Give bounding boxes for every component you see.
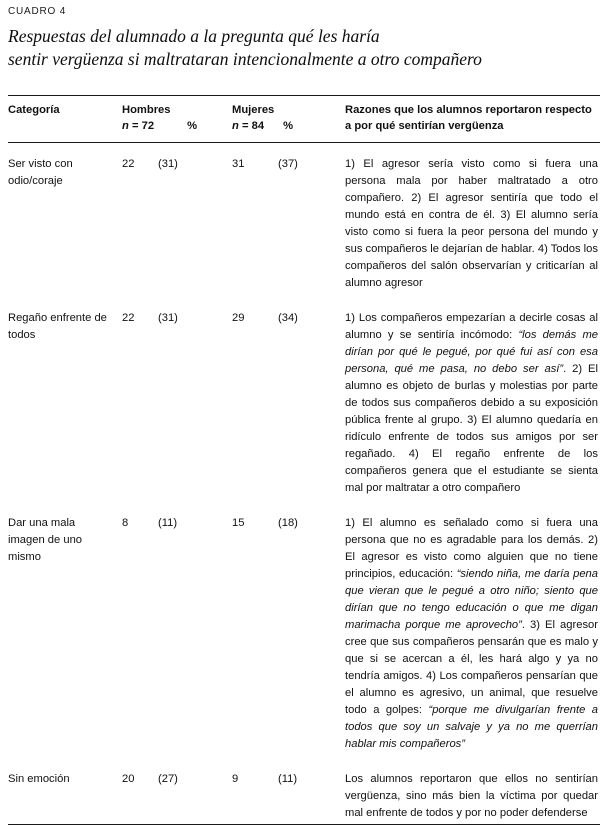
table-body [8, 143, 600, 824]
header-hombres-percent: % [187, 119, 198, 132]
header-razones-line2: a por qué sentirían vergüenza [345, 119, 504, 132]
header-hombres-n: n = 72 [122, 119, 155, 132]
mujeres-count: 9 [232, 773, 239, 785]
table-row [8, 310, 600, 497]
table-row [8, 156, 600, 292]
row-reasons: 1) El agresor sería visto como si fuera una persona mala por haber maltratado a otro compañero. 2) El agresor sentiría que todo el mundo está en contra de él. 3) El alumno sería visto como si fuera la peor persona del mundo y sus compañeros le dejarían de hablar. 4) Todos los compañeros del salón observarían y criticarían al alumno agresor [345, 158, 598, 289]
row-reasons: 1) Los compañeros empezarían a decirle cosas al alumno y se sentiría incómodo: “los demás me dirían por qué le pegué, por qué fui así con esa persona, qué me pasa, no debo ser así”. 2) El alumno es objeto de burlas y molestias por parte de todos sus compañeros debido a su exposición pública frente al grupo. 3) El alumno quedaría en ridículo enfrente de todos sus amigos por ser regañado. 4) El regaño enfrente de los compañeros genera que el estudiante se sienta mal por maltratar a otro compañero [345, 312, 598, 494]
mujeres-count: 29 [232, 312, 245, 324]
header-razones-line1: Razones que los alumnos reportaron respecto [345, 104, 592, 116]
mujeres-percent: (18) [278, 517, 298, 529]
table-title-line1: Respuestas del alumnado a la pregunta qué les haría [8, 26, 380, 46]
row-category: Regaño enfrente de todos [8, 312, 107, 341]
header-mujeres-sub [232, 119, 345, 135]
header-hombres-sub [122, 119, 232, 135]
row-reasons: Los alumnos reportaron que ellos no sentirían vergüenza, sino más bien la víctima por quedar mal enfrente de todos y por no poder defenderse [345, 773, 598, 819]
hombres-percent: (31) [158, 312, 178, 324]
hombres-count: 8 [122, 517, 129, 529]
header-categoria: Categoría [8, 104, 60, 116]
table-row [8, 515, 600, 753]
table-title-line2: sentir vergüenza si maltrataran intencionalmente a otro compañero [8, 49, 482, 69]
row-category: Ser visto con odio/coraje [8, 158, 73, 187]
table-label: CUADRO 4 [8, 6, 67, 17]
row-reasons: 1) El alumno es señalado como si fuera una persona que no es agradable para los demás. 2) El agresor es visto como alguien que no tiene principios, educación: “siendo niña, me daría pena que vieran que le pegué a otro niño; siento que dirían que no tengo educación o que me digan marimacha porque me aprovecho”. 3) El agresor cree que sus compañeros pensarán que es malo y que si se acercan a él, les hará algo y ya no tendría amigos. 4) Los compañeros pensarían que el alumno es agresivo, un animal, que resuelve todo a golpes: “porque me divulgarían frente a todos que soy un salvaje y ya no me querrían hablar mis compañeros” [345, 517, 598, 750]
header-hombres: Hombres [122, 104, 171, 116]
table-header [8, 95, 600, 143]
mujeres-percent: (37) [278, 158, 298, 170]
hombres-percent: (31) [158, 158, 178, 170]
mujeres-count: 31 [232, 158, 245, 170]
row-category: Sin emoción [8, 773, 70, 785]
hombres-count: 20 [122, 773, 135, 785]
hombres-percent: (27) [158, 773, 178, 785]
header-mujeres-percent: % [283, 119, 294, 132]
row-category: Dar una mala imagen de uno mismo [8, 517, 83, 563]
header-razones [345, 103, 600, 134]
hombres-count: 22 [122, 312, 135, 324]
hombres-percent: (11) [158, 517, 178, 529]
mujeres-percent: (34) [278, 312, 298, 324]
mujeres-percent: (11) [278, 773, 298, 785]
data-table [8, 95, 600, 825]
table-row [8, 771, 600, 822]
table-title [8, 25, 600, 71]
hombres-count: 22 [122, 158, 135, 170]
header-mujeres-n: n = 84 [232, 119, 265, 132]
mujeres-count: 15 [232, 517, 245, 529]
header-mujeres: Mujeres [232, 104, 275, 116]
